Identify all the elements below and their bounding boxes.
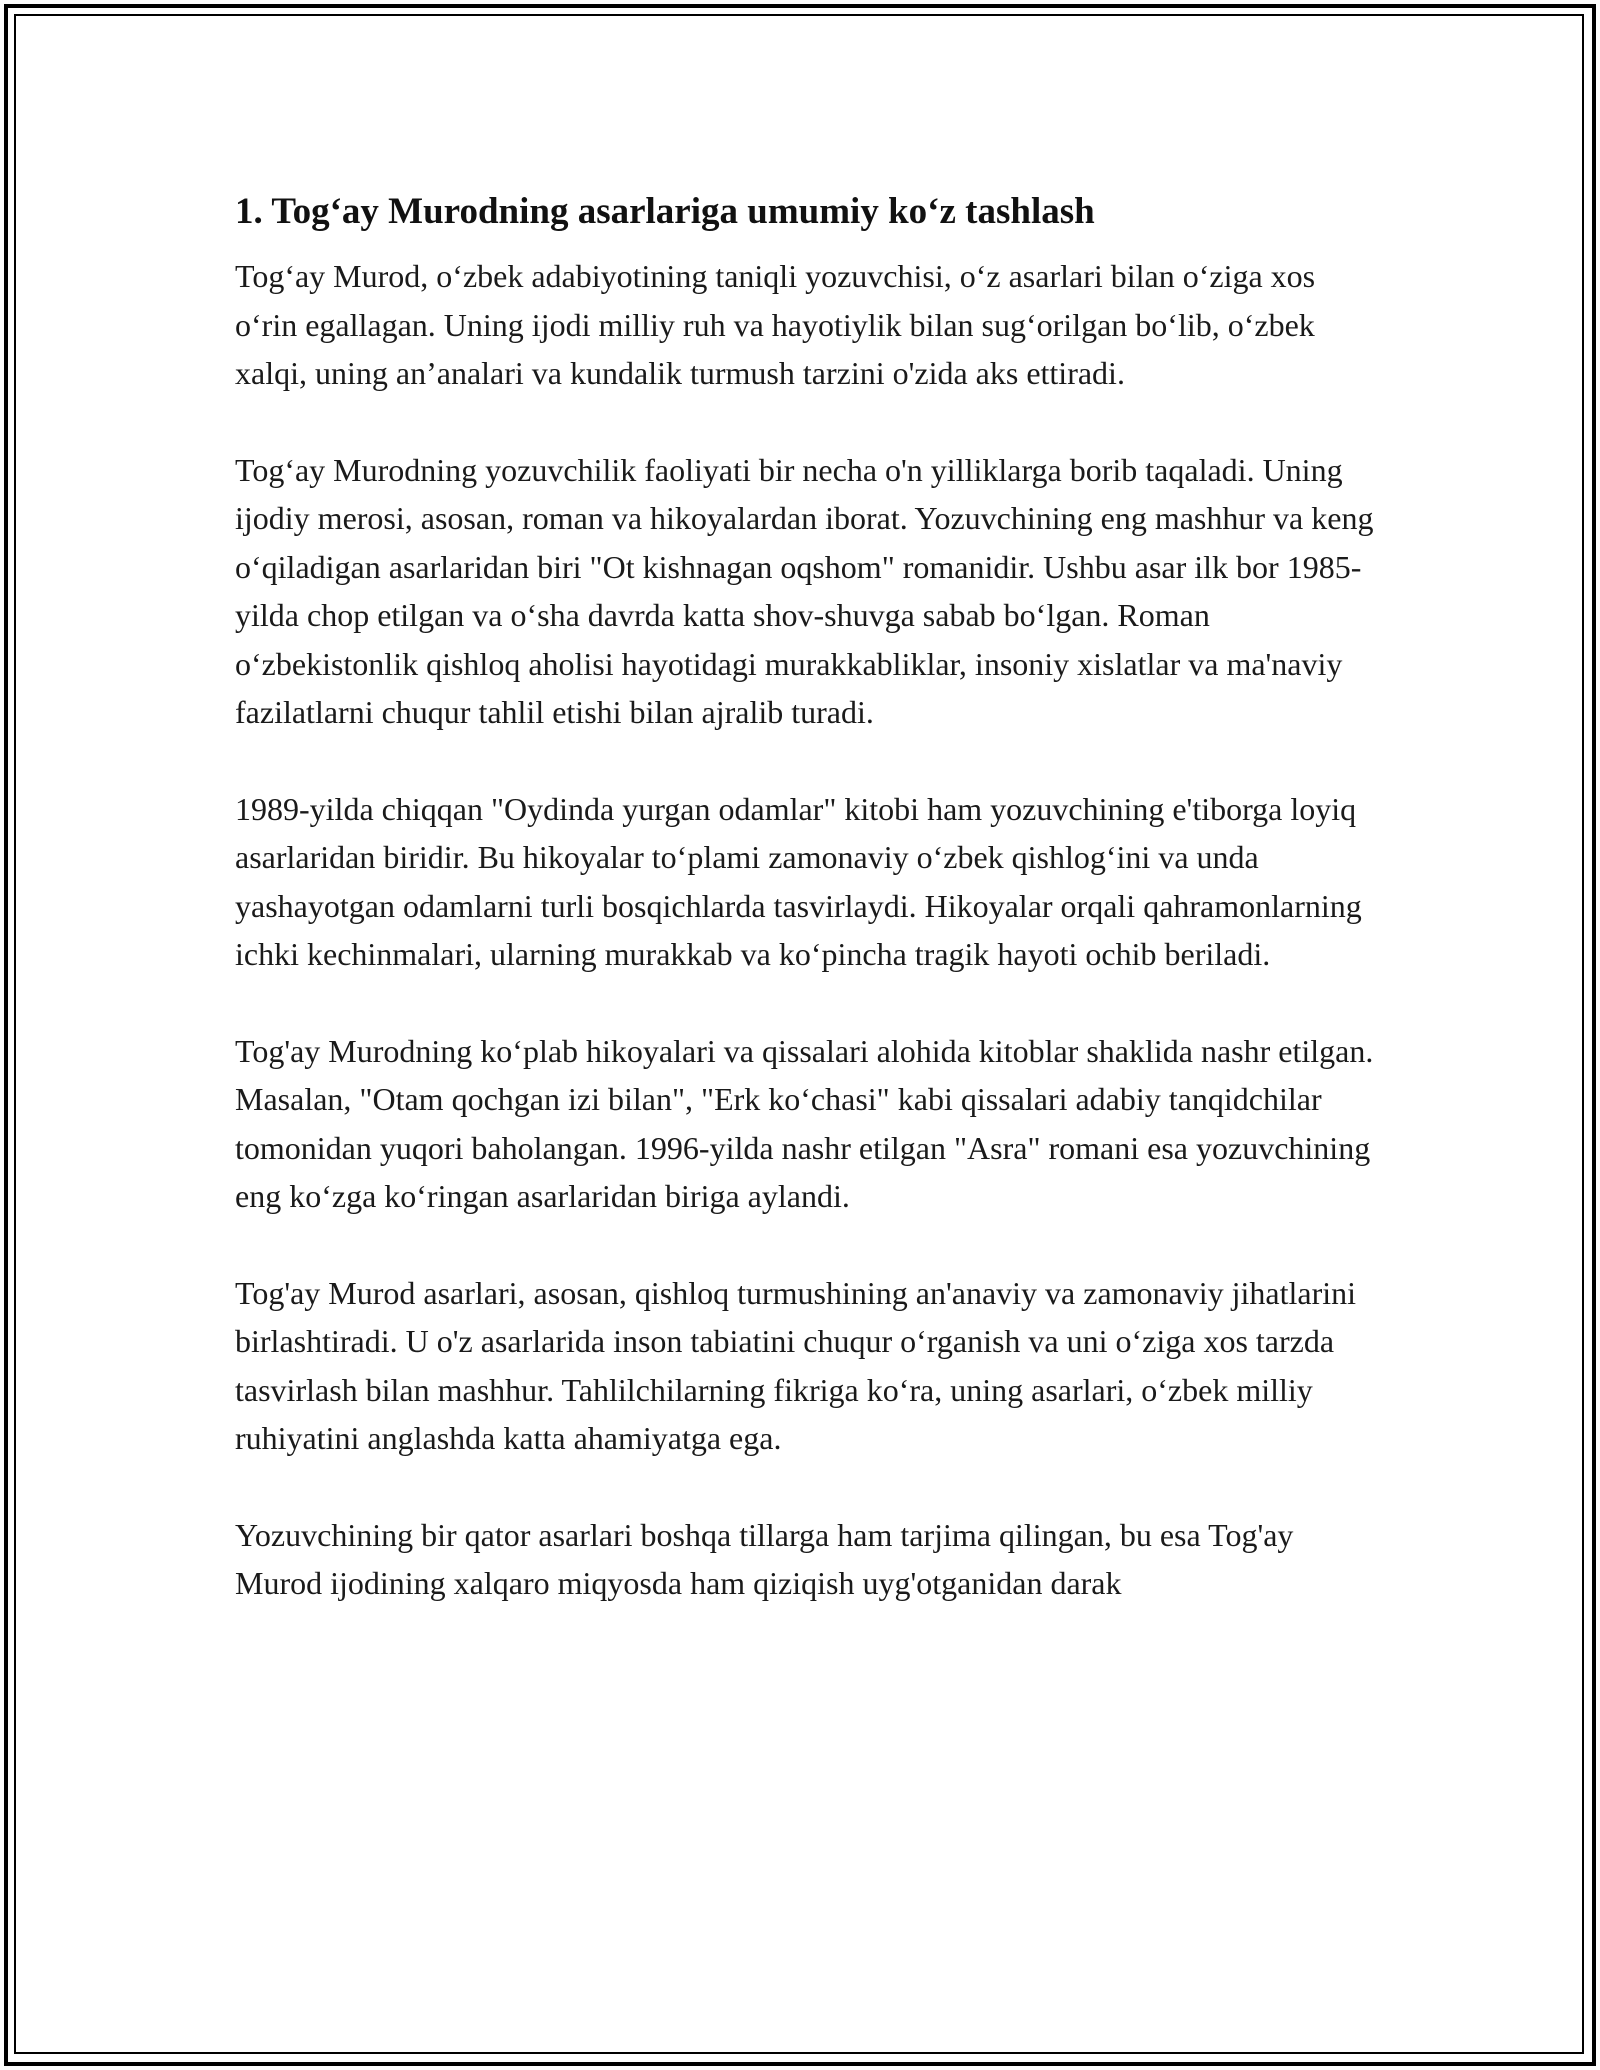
paragraph-oydinda: 1989-yilda chiqqan "Oydinda yurgan odamlar" kitobi ham yozuvchining e'tiborga loyiq asarlaridan biridir. Bu hikoyalar to‘plami zamonaviy o‘zbek qishlog‘ini va unda yashayotgan odamlarni turli bosqichlarda tasvirlaydi. Hikoyalar orqali qahramonlarning ichki kechinmalari, ularning murakkab va ko‘pincha tragik hayoti ochib beriladi. xyxy=(235,790,1362,972)
paragraph-career: Tog‘ay Murodning yozuvchilik faoliyati bir necha o'n yilliklarga borib taqaladi. Uning ijodiy merosi, asosan, roman va hikoyalardan iborat. Yozuvchining eng mashhur va keng o‘qiladigan asarlaridan biri "Ot kishnagan oqshom" romanidir. Ushbu asar ilk bor 1985-yilda chop etilgan va o‘sha davrda katta shov-shuvga sabab bo‘lgan. Roman o‘zbekistonlik qishloq aholisi hayotidagi murakkabliklar, insoniy xislatlar va ma'naviy fazilatlarni chuqur tahlil etishi bilan ajralib turadi. xyxy=(235,451,1374,730)
paragraph-translations: Yozuvchining bir qator asarlari boshqa tillarga ham tarjima qilingan, bu esa Tog'ay Murod ijodining xalqaro miqyosda ham qiziqish uyg'otganidan darak xyxy=(235,1516,1294,1601)
section-heading: 1. Tog‘ay Murodning asarlariga umumiy ko‘z tashlash xyxy=(235,191,1095,232)
paragraph-intro: Tog‘ay Murod, o‘zbek adabiyotining taniqli yozuvchisi, o‘z asarlari bilan o‘ziga xos o‘rin egallagan. Uning ijodi milliy ruh va hayotiylik bilan sug‘orilgan bo‘lib, o‘zbek xalqi, uning an’analari va kundalik turmush tarzini o'zida aks ettiradi. xyxy=(235,258,1316,391)
paragraph-stories: Tog'ay Murodning ko‘plab hikoyalari va qissalari alohida kitoblar shaklida nashr etilgan. Masalan, "Otam qochgan izi bilan", "Erk ko‘chasi" kabi qissalari adabiy tanqidchilar tomonidan yuqori baholangan. 1996-yilda nashr etilgan "Asra" romani esa yozuvchining eng ko‘zga ko‘ringan asarlaridan biriga aylandi. xyxy=(235,1032,1374,1214)
document-body xyxy=(235,186,1385,1656)
paragraph-themes: Tog'ay Murod asarlari, asosan, qishloq turmushining an'anaviy va zamonaviy jihatlarini birlashtiradi. U o'z asarlarida inson tabiatini chuqur o‘rganish va uni o‘ziga xos tarzda tasvirlash bilan mashhur. Tahlilchilarning fikriga ko‘ra, uning asarlari, o‘zbek milliy ruhiyatini anglashda katta ahamiyatga ega. xyxy=(235,1274,1357,1456)
